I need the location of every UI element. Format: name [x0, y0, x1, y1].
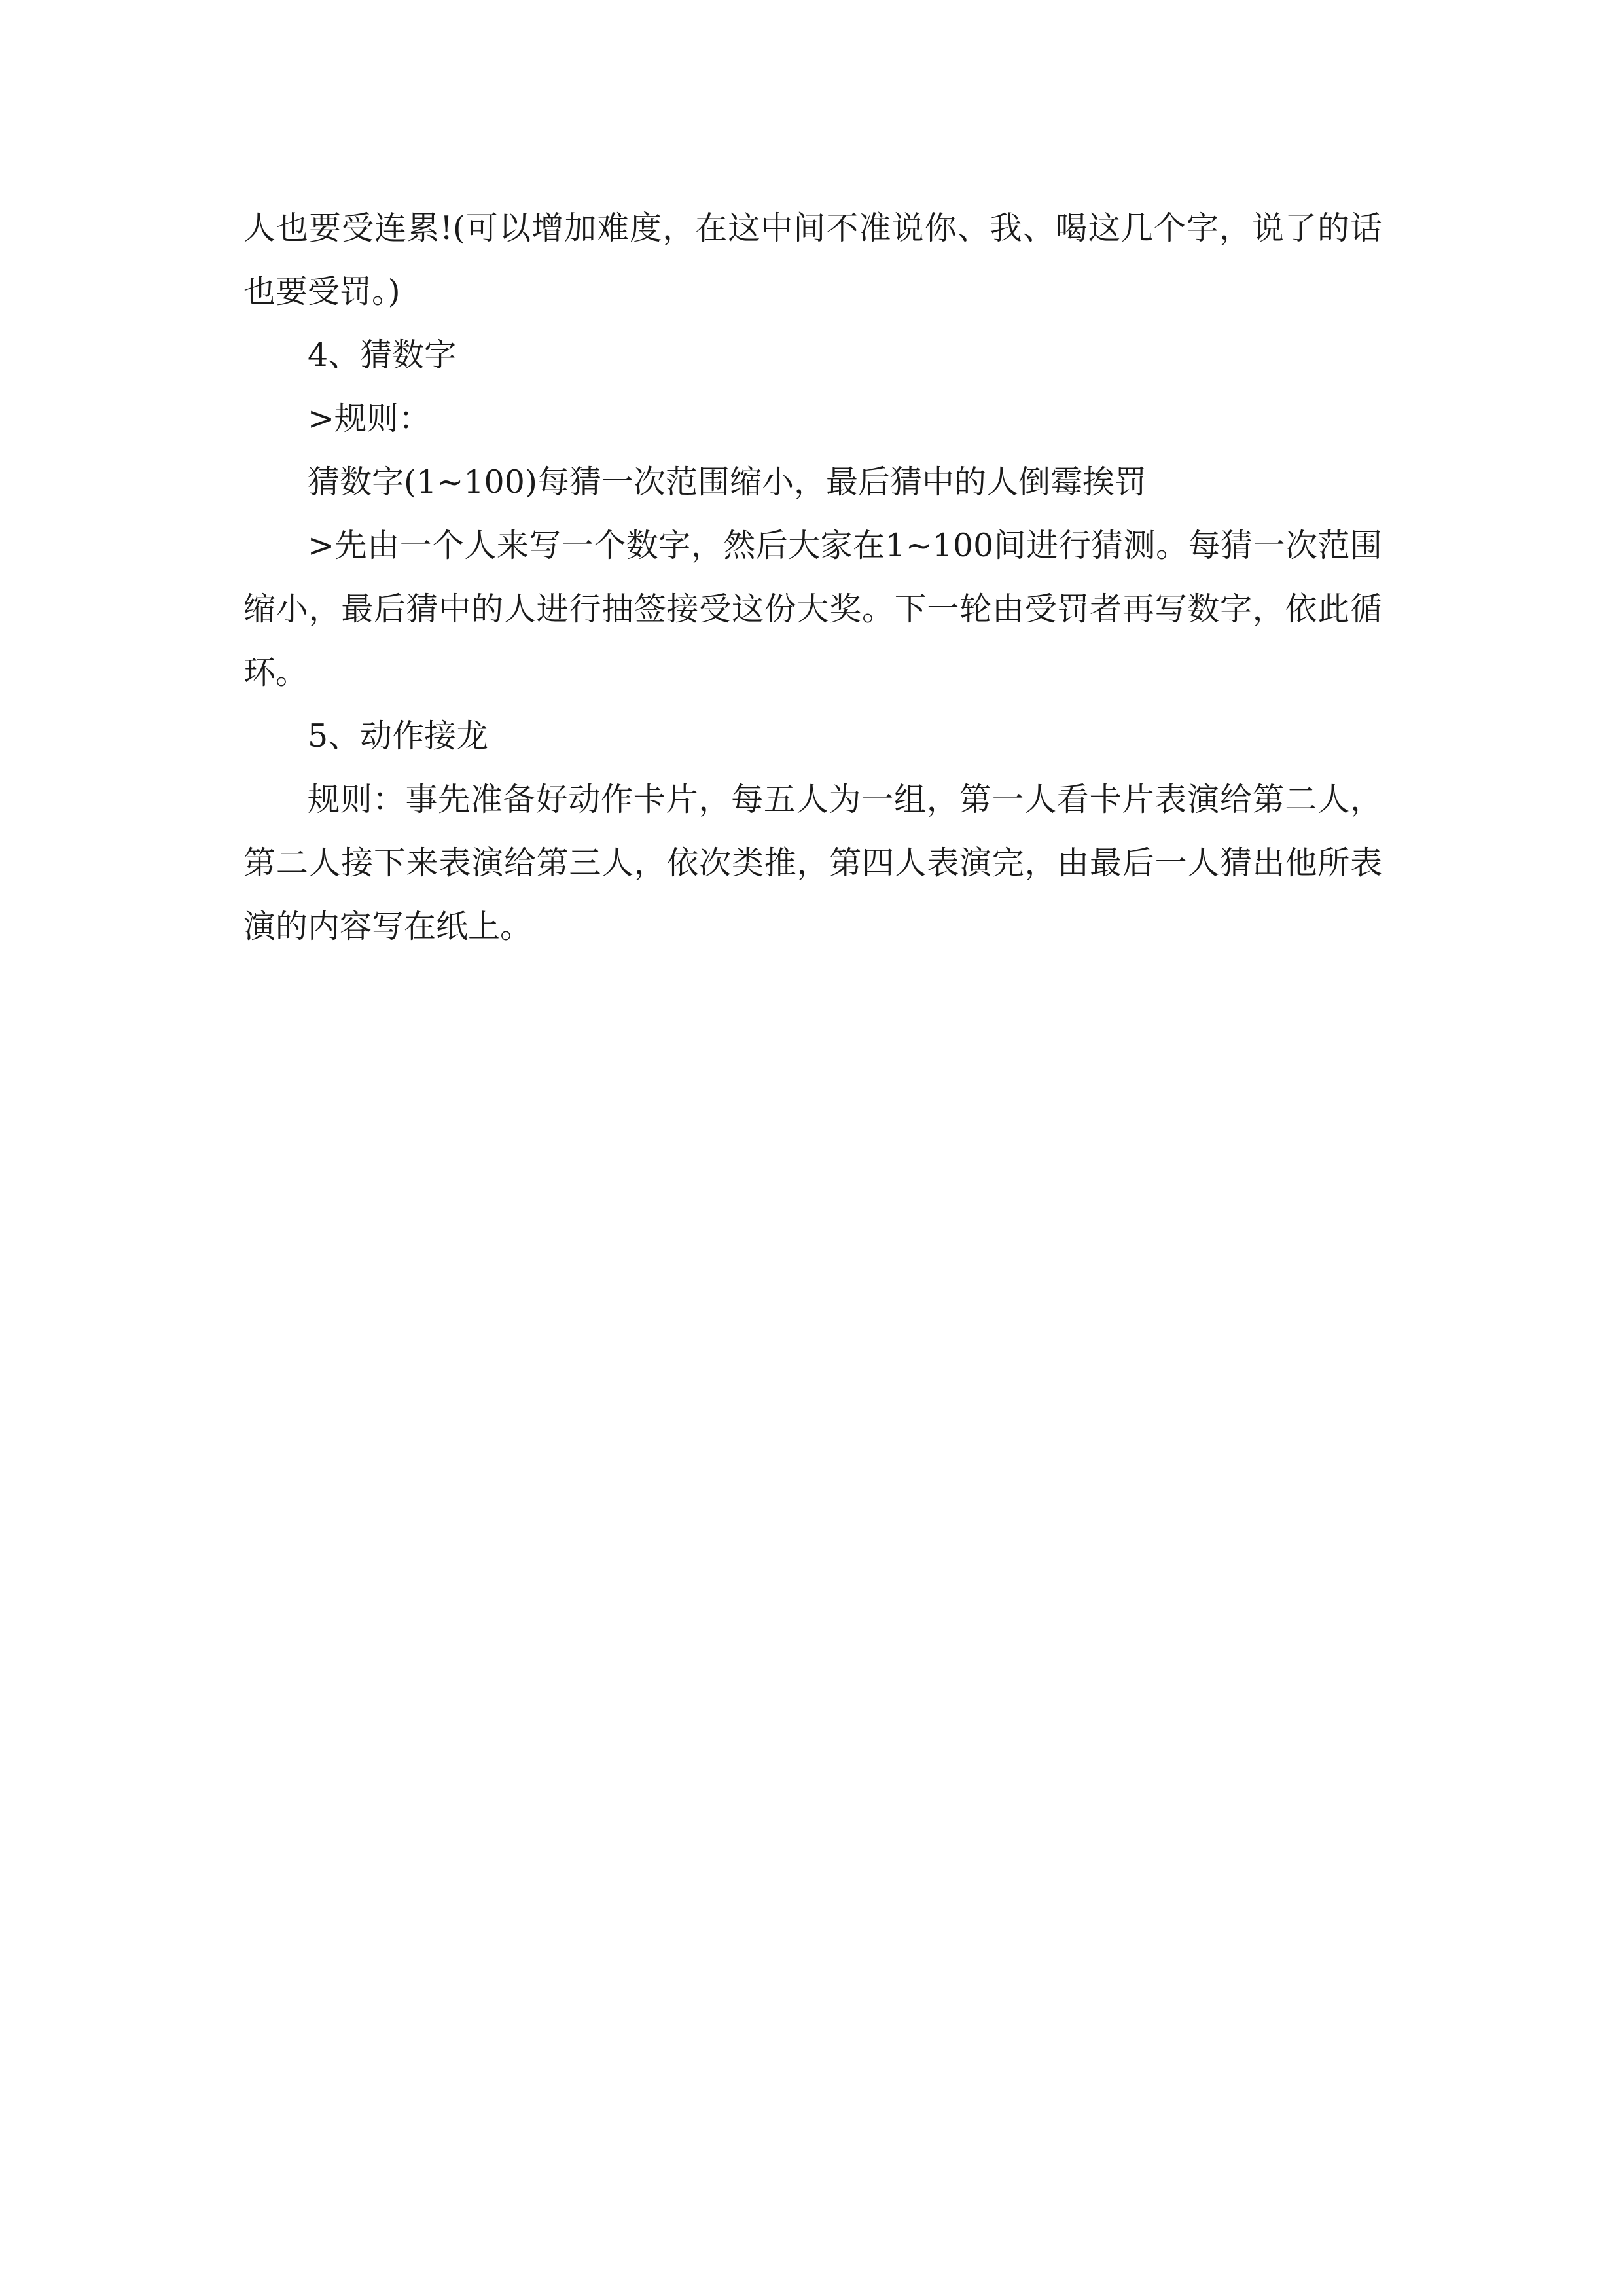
paragraph-guess-number-rules: >先由一个人来写一个数字，然后大家在1~100间进行猜测。每猜一次范围缩小，最后猜中的人进行抽签接受这份大奖。下一轮由受罚者再写数字，依此循环。 — [243, 527, 1382, 691]
rules-label: >规则： — [308, 400, 431, 437]
paragraph-action-relay-rules: 规则：事先准备好动作卡片，每五人为一组，第一人看卡片表演给第二人，第二人接下来表演给第三人，依次类推，第四人表演完，由最后一人猜出他所表演的内容写在纸上。 — [243, 781, 1382, 945]
paragraph-continuation: 人也要受连累!(可以增加难度，在这中间不准说你、我、喝这几个字，说了的话也要受罚。) — [243, 209, 1382, 310]
paragraph-guess-number-summary: 猜数字(1~100)每猜一次范围缩小，最后猜中的人倒霉挨罚 — [308, 463, 1147, 501]
section-heading-action-relay: 5、动作接龙 — [308, 717, 489, 755]
section-heading-guess-number: 4、猜数字 — [308, 336, 457, 374]
document-body — [243, 196, 1382, 958]
